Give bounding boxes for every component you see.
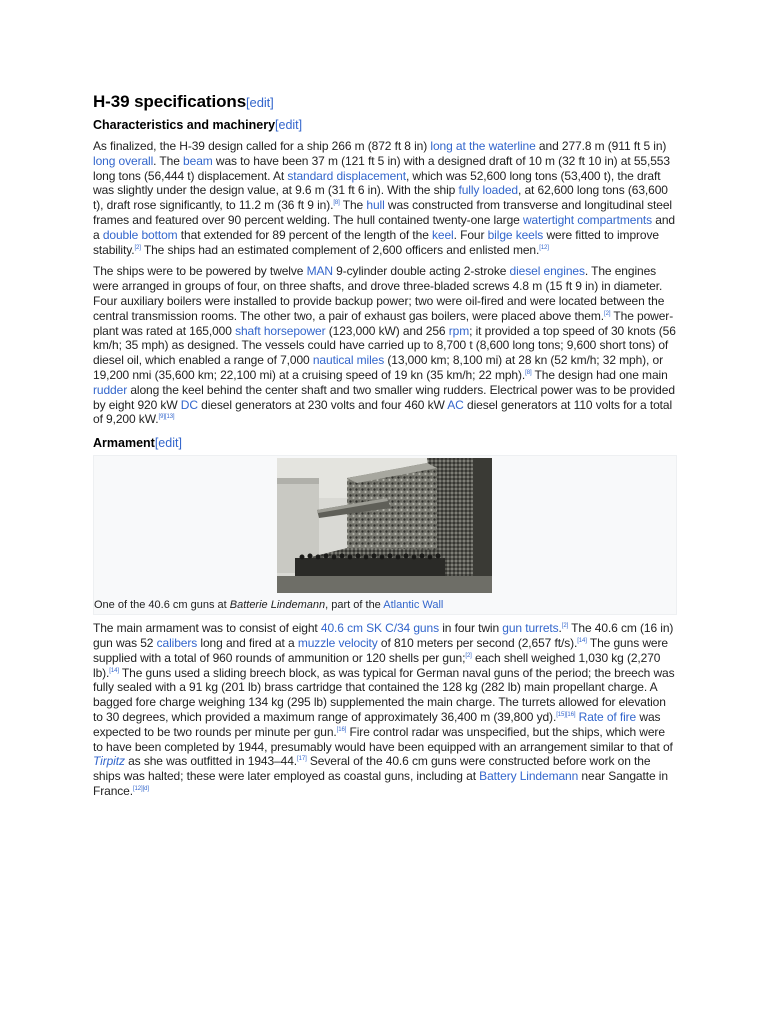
figure bbox=[93, 455, 677, 615]
citation[interactable]: [9][13] bbox=[158, 414, 175, 421]
link-man[interactable]: MAN bbox=[306, 264, 333, 279]
link-hull[interactable]: hull bbox=[366, 198, 385, 213]
paragraph-armament: The main armament was to consist of eight 40.6 cm SK C/34 guns in four twin gun turrets.[2] The 40.6 cm (16 in) gun was 52 calibers long and fired at a muzzle velocity of 810 meters per second (2,657 ft/s).[14] The guns were supplied with a total of 960 rounds of ammunition or 120 shells per gun;[2] each shell weighed 1,030 kg (2,270 lb).[14] The guns used a sliding breech block, as was typical for German naval guns of the period; the breech was fully sealed with a 91 kg (201 lb) brass cartridge that contained the 128 kg (282 lb) main propellant charge. A bagged fore charge weighing 134 kg (295 lb) supplemented the main charge. The turrets allowed for elevation to 30 degrees, which provided a maximum range of approximately 36,400 m (39,800 yd).[15][16] Rate of fire was expected to be two rounds per minute per gun.[16] Fire control radar was unspecified, but the ships, which were to have been completed by 1944, presumably would have been equipped with an arrangement similar to that of Tirpitz as she was outfitted in 1943–44.[17] Several of the 40.6 cm guns were constructed before work on the ships was halted; these were later employed as coastal guns, including at Battery Lindemann near Sangatte in France.[12][d] bbox=[93, 621, 675, 798]
citation[interactable]: [2] bbox=[561, 623, 569, 630]
paragraph-characteristics: As finalized, the H-39 design called for a ship 266 m (872 ft 8 in) long at the waterline and 277.8 m (911 ft 5 in) long overall. The beam was to have been 37 m (121 ft 5 in) with a designed draft of 10 m (32 ft 10 in) at 55,553 long tons (56,444 t) displacement. At standard displacement, which was 52,600 long tons (53,400 t), the draft was slightly under the design value, at 9.6 m (31 ft 6 in). With the ship fully loaded, at 62,600 long tons (63,600 t), draft rose significantly, to 11.2 m (36 ft 9 in).[8] The hull was constructed from transverse and longitudinal steel frames and featured over 90 percent welding. The hull contained twenty-one large watertight compartments and a double bottom that extended for 89 percent of the length of the keel. Four bilge keels were fitted to improve stability.[2] The ships had an estimated complement of 2,600 officers and enlisted men.[12] bbox=[93, 139, 676, 257]
link-calibers[interactable]: calibers bbox=[156, 635, 198, 650]
edit-link[interactable]: [edit] bbox=[246, 95, 274, 110]
subsection-title: Armament bbox=[93, 436, 155, 451]
link-standard-displacement[interactable]: standard displacement bbox=[287, 168, 406, 183]
link-sk-c34-guns[interactable]: 40.6 cm SK C/34 guns bbox=[320, 621, 439, 636]
citation[interactable]: [2] bbox=[134, 244, 141, 251]
citation[interactable]: [12][d] bbox=[132, 785, 149, 792]
citation[interactable]: [12] bbox=[539, 244, 549, 251]
gun-photo[interactable] bbox=[277, 458, 492, 593]
subsection-title: Characteristics and machinery bbox=[93, 118, 276, 132]
link-rudder[interactable]: rudder bbox=[93, 382, 128, 397]
citation[interactable]: [8] bbox=[333, 200, 340, 207]
section-title: H-39 specifications bbox=[93, 92, 247, 111]
link-long-overall[interactable]: long overall bbox=[93, 153, 154, 168]
edit-link[interactable]: [edit] bbox=[275, 118, 303, 132]
link-rpm[interactable]: rpm bbox=[448, 323, 470, 338]
edit-link[interactable]: [edit] bbox=[154, 436, 182, 451]
link-ac[interactable]: AC bbox=[447, 397, 464, 412]
citation[interactable]: [8] bbox=[525, 369, 532, 376]
citation[interactable]: [17] bbox=[297, 756, 307, 763]
link-fully-loaded[interactable]: fully loaded bbox=[458, 183, 518, 198]
subsection-heading-characteristics bbox=[93, 118, 677, 132]
subsection-heading-armament bbox=[93, 436, 677, 450]
link-double-bottom[interactable]: double bottom bbox=[102, 227, 178, 242]
article-body bbox=[93, 92, 677, 806]
section-heading bbox=[93, 92, 677, 112]
link-atlantic-wall[interactable]: Atlantic Wall bbox=[383, 599, 444, 612]
link-muzzle-velocity[interactable]: muzzle velocity bbox=[297, 635, 378, 650]
link-dc[interactable]: DC bbox=[180, 397, 198, 412]
link-beam[interactable]: beam bbox=[183, 153, 213, 168]
citation[interactable]: [15][16] bbox=[556, 711, 576, 718]
citation[interactable]: [16] bbox=[336, 726, 347, 733]
link-diesel-engines[interactable]: diesel engines bbox=[509, 264, 585, 279]
link-bilge-keels[interactable]: bilge keels bbox=[487, 227, 544, 242]
link-shaft-horsepower[interactable]: shaft horsepower bbox=[235, 323, 326, 338]
link-watertight-compartments[interactable]: watertight compartments bbox=[522, 212, 653, 227]
figure-caption: One of the 40.6 cm guns at Batterie Lindemann, part of the Atlantic Wall bbox=[94, 599, 444, 612]
paragraph-machinery: The ships were to be powered by twelve MAN 9-cylinder double acting 2-stroke diesel engines. The engines were arranged in groups of four, on three shafts, and drove three-bladed screws 4.8 m (15 ft 9 in) in diameter. Four auxiliary boilers were installed to provide backup power; two were oil-fired and were located between the central transmission rooms. The other two, a pair of exhaust gas boilers, were placed above them.[2] The power-plant was rated at 165,000 shaft horsepower (123,000 kW) and 256 rpm; it provided a top speed of 30 knots (56 km/h; 35 mph) as designed. The vessels could have carried up to 8,700 t (8,600 long tons; 9,600 short tons) of diesel oil, which enabled a range of 7,000 nautical miles (13,000 km; 8,100 mi) at 28 kn (52 km/h; 32 mph), or 19,200 nmi (35,600 km; 22,100 mi) at a cruising speed of 19 kn (35 km/h; 22 mph).[8] The design had one main rudder along the keel behind the center shaft and two smaller wing rudders. Electrical power was to be provided by eight 920 kW DC diesel generators at 230 volts and four 460 kW AC diesel generators at 110 volts for a total of 9,200 kW.[9][13] bbox=[93, 264, 676, 427]
citation[interactable]: [14] bbox=[109, 667, 119, 674]
link-long-at-waterline[interactable]: long at the waterline bbox=[430, 139, 536, 153]
link-gun-turrets[interactable]: gun turrets bbox=[502, 621, 559, 636]
link-tirpitz[interactable]: Tirpitz bbox=[93, 754, 125, 769]
citation[interactable]: [2] bbox=[604, 310, 611, 317]
citation[interactable]: [2] bbox=[465, 652, 472, 659]
link-rate-of-fire[interactable]: Rate of fire bbox=[578, 709, 637, 724]
link-battery-lindemann[interactable]: Battery Lindemann bbox=[479, 769, 579, 784]
citation[interactable]: [14] bbox=[577, 637, 587, 644]
link-keel[interactable]: keel bbox=[432, 227, 454, 242]
link-nautical-miles[interactable]: nautical miles bbox=[312, 353, 385, 368]
